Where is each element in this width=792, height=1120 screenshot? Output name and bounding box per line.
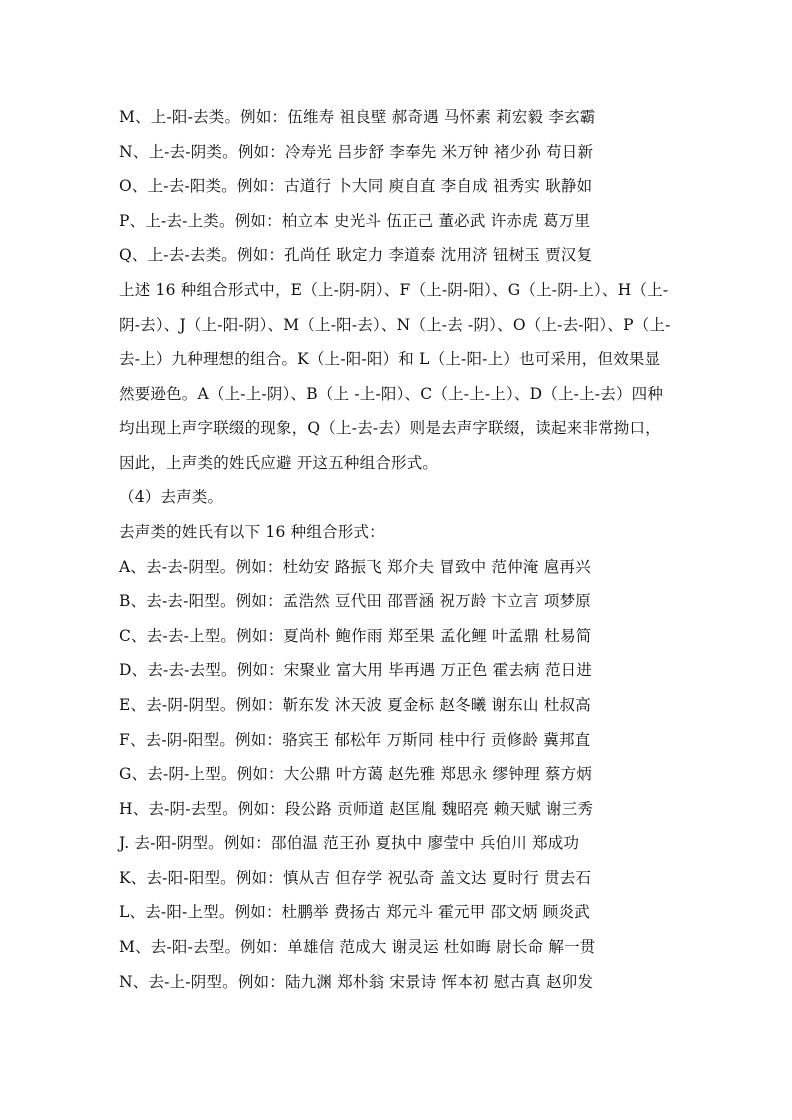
text-line: A、去-去-阴型。例如：杜幼安 路振飞 郑介夫 冒致中 范仲淹 扈再兴 — [119, 558, 591, 576]
text-line: 然要逊色。A（上-上-阴）、B（上 -上-阳）、C（上-上-上）、D（上-上-去）四种 — [119, 385, 664, 403]
text-line: F、去-阴-阳型。例如：骆宾王 郁松年 万斯同 桂中行 贡修龄 冀邦直 — [119, 731, 591, 749]
text-line: M、上-阳-去类。例如：伍维寿 祖良壁 郝奇遇 马怀素 莉宏毅 李玄霸 — [119, 108, 596, 126]
text-line: 因此，上声类的姓氏应避 开这五种组合形式。 — [119, 454, 439, 472]
text-line: 去-上）九种理想的组合。K（上-阳-阳）和 L（上-阳-上）也可采用，但效果显 — [119, 350, 661, 368]
text-line: G、去-阴-上型。例如：大公鼎 叶方蔼 赵先雅 郑思永 缪钟理 蔡方炳 — [119, 765, 592, 783]
section-heading: （4）去声类。 — [119, 488, 224, 506]
text-line: J. 去-阳-阴型。例如：邵伯温 范王孙 夏执中 廖莹中 兵伯川 郑成功 — [119, 834, 580, 852]
text-line: Q、上-去-去类。例如：孔尚任 耿定力 李道泰 沈用济 钮树玉 贾汉复 — [119, 246, 593, 264]
text-line: O、上-去-阳类。例如：古道行 卜大同 庾自直 李自成 祖秀实 耿静如 — [119, 177, 593, 195]
text-line: M、去-阳-去型。例如：单雄信 范成大 谢灵运 杜如晦 尉长命 解一贯 — [119, 938, 596, 956]
text-line: K、去-阳-阳型。例如：慎从吉 但存学 祝弘奇 盖文达 夏时行 贯去石 — [119, 869, 592, 887]
text-line: 阴-去）、J（上-阳-阴）、M（上-阳-去）、N（上-去 -阴）、O（上-去-阳）、P（上- — [119, 316, 671, 334]
text-line: C、去-去-上型。例如：夏尚朴 鲍作雨 郑至果 孟化鲤 叶孟鼎 杜易简 — [119, 627, 592, 645]
text-line: L、去-阳-上型。例如：杜鹏举 费扬古 郑元斗 霍元甲 邵文炳 顾炎武 — [119, 903, 590, 921]
text-line: 上述 16 种组合形式中，E（上-阴-阴）、F（上-阴-阳）、G（上-阴-上）、H（上- — [119, 281, 669, 299]
text-line: E、去-阴-阴型。例如：靳东发 沐天波 夏金标 赵冬曦 谢东山 杜叔高 — [119, 696, 591, 714]
text-line: D、去-去-去型。例如：宋聚业 富大用 毕再遇 万正色 霍去病 范日进 — [119, 661, 593, 679]
text-line: 均出现上声字联缀的现象，Q（上-去-去）则是去声字联缀，读起来非常拗口， — [119, 419, 661, 437]
text-line: 去声类的姓氏有以下 16 种组合形式： — [119, 523, 385, 541]
text-line: P、上-去-上类。例如：柏立本 史光斗 伍正己 董必武 许赤虎 葛万里 — [119, 212, 591, 230]
text-line: N、去-上-阴型。例如：陆九渊 郑朴翁 宋景诗 恽本初 慰古真 赵卯发 — [119, 973, 594, 991]
text-line: N、上-去-阴类。例如：冷寿光 吕步舒 李奉先 米万钟 褚少孙 苟日新 — [119, 143, 594, 161]
text-line: B、去-去-阳型。例如：孟浩然 豆代田 邵晋涵 祝万龄 卞立言 项梦原 — [119, 592, 592, 610]
text-line: H、去-阴-去型。例如：段公路 贡师道 赵匡胤 魏昭亮 赖天赋 谢三秀 — [119, 800, 594, 818]
